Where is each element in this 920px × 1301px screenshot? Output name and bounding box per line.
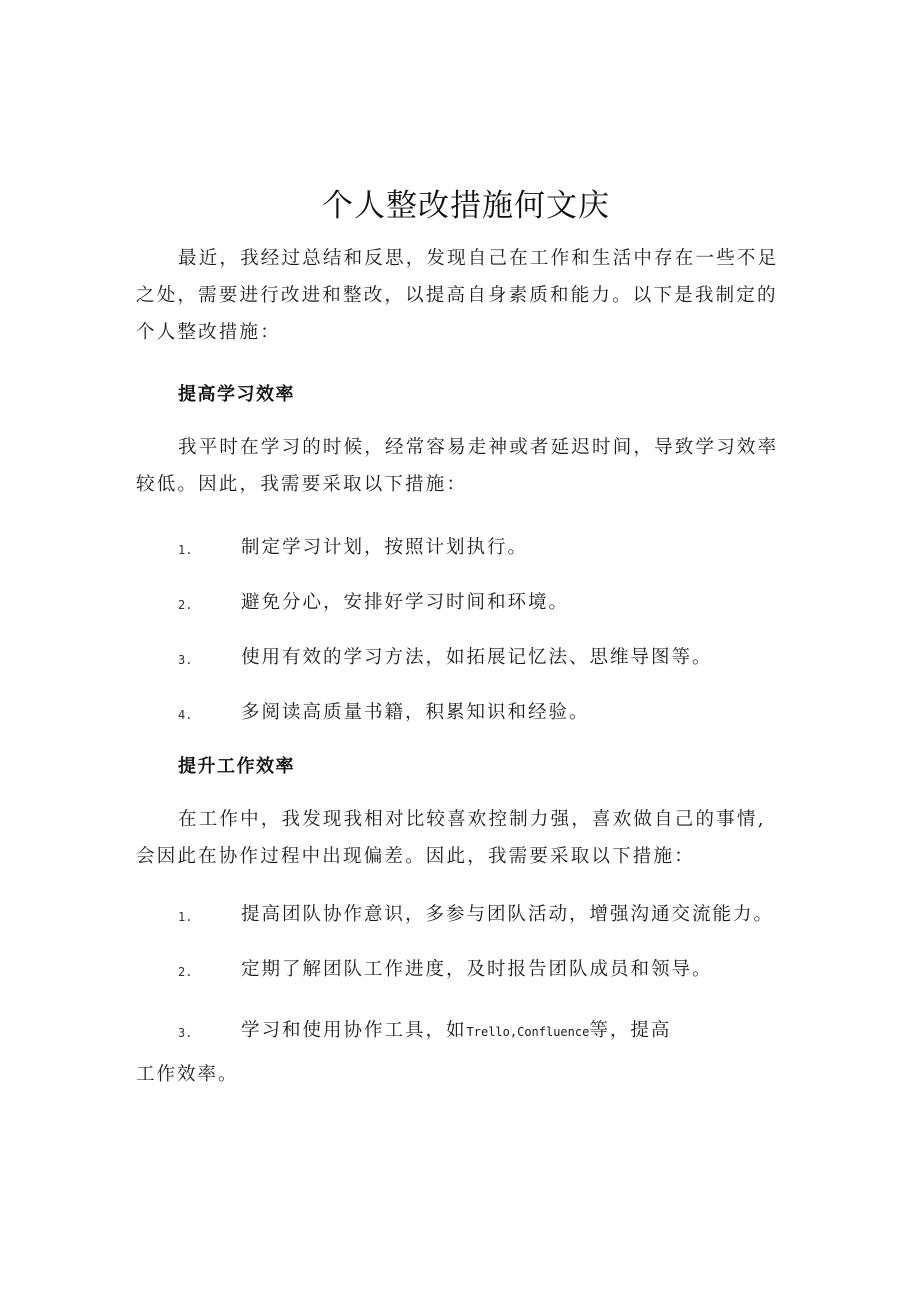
list-item-text: 避免分心，安排好学习时间和环境。 [241,592,570,613]
list-item [178,900,788,930]
list-item-text-before: 学习和使用协作工具，如 [241,1020,467,1041]
section-heading-study: 提高学习效率 [178,384,295,405]
list-item-text: 多阅读高质量书籍，积累知识和经验。 [241,702,590,723]
list-item-text [241,1016,671,1047]
list-item [178,588,788,618]
document-title: 个人整改措施何文庆 [322,188,610,224]
section-heading-work: 提升工作效率 [178,756,295,777]
list-item [178,698,788,728]
section-paragraph-work: 在工作中，我发现我相对比较喜欢控制力强，喜欢做自己的事情,会因此在协作过程中出现偏差。因此，我需要采取以下措施： [136,809,766,867]
section-paragraph-study: 我平时在学习的时候，经常容易走神或者延迟时间，导致学习效率较低。因此，我需要采取以下措施： [136,437,779,495]
list-item-text: 使用有效的学习方法，如拓展记忆法、思维导图等。 [241,647,713,668]
list-item [178,533,788,563]
list-item-number: 3. [178,653,193,667]
list-item-text: 定期了解团队工作进度，及时报告团队成员和领导。 [241,959,713,980]
list-item-text: 提高团队协作意识，多参与团队活动，增强沟通交流能力。 [241,904,775,925]
list-item-number: 1. [178,910,193,924]
list-item-number: 3. [178,1026,193,1040]
list-item [178,955,788,985]
intro-paragraph: 最近，我经过总结和反思，发现自己在工作和生活中存在一些不足之处，需要进行改进和整改，以提高自身素质和能力。以下是我制定的个人整改措施： [136,248,779,343]
list-item-number: 1. [178,543,193,557]
tool-names: Trello,Confluence [466,1025,590,1039]
list-item-number: 4. [178,708,193,722]
list-item-text: 制定学习计划，按照计划执行。 [241,537,529,558]
list-item-continuation: 工作效率。 [136,1064,239,1085]
list-item [178,1016,788,1046]
list-item [178,643,788,673]
list-item-text-after: 等，提高 [589,1020,672,1041]
list-item-number: 2. [178,598,193,612]
list-item-number: 2. [178,965,193,979]
